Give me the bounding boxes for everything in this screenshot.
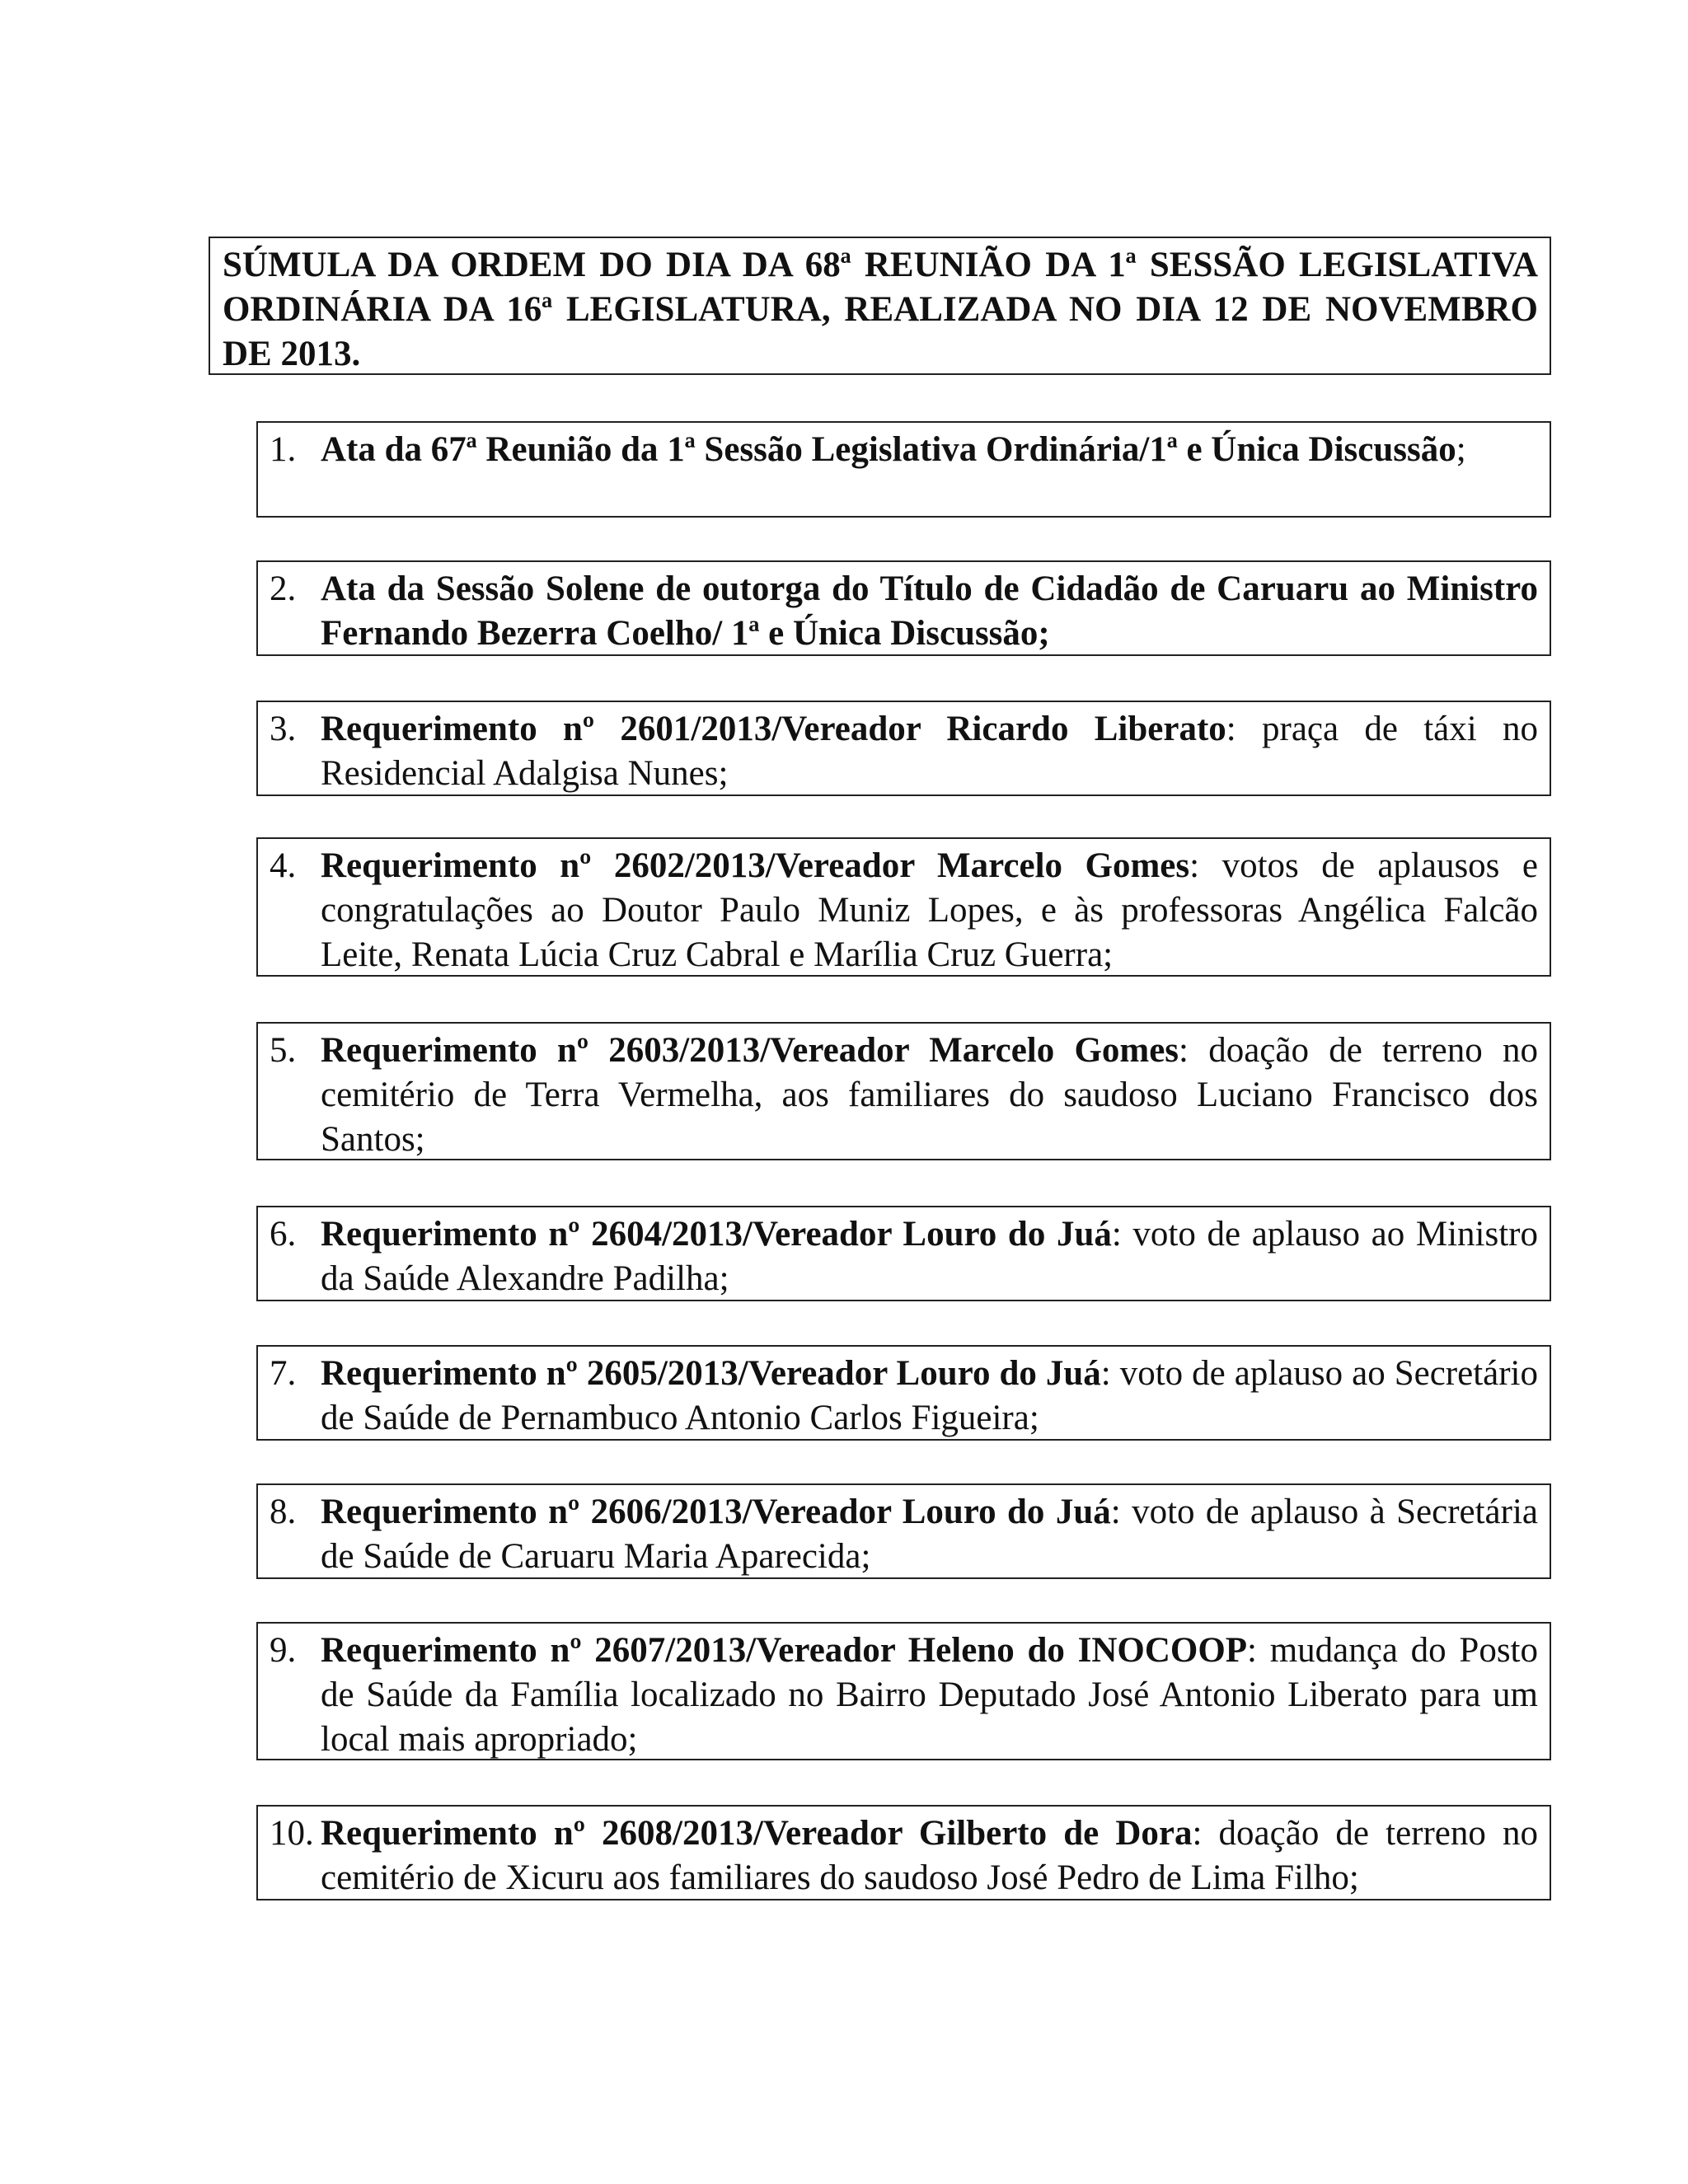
agenda-item [256, 1022, 1551, 1160]
agenda-item-heading: Requerimento nº 2605/2013/Vereador Louro do Juá [321, 1354, 1101, 1393]
agenda-item-heading: Requerimento nº 2601/2013/Vereador Ricardo Liberato [321, 710, 1226, 748]
agenda-item-heading: Ata da Sessão Solene de outorga do Título de Cidadão de Caruaru ao Ministro Fernando Bezerra Coelho/ 1ª e Única Discussão; [321, 569, 1538, 653]
agenda-item-description: : votos de aplausos e congratulações ao Doutor Paulo Muniz Lopes, e às professoras Angélica Falcão Leite, Renata Lúcia Cruz Cabral e Marília Cruz Guerra; [321, 846, 1538, 974]
agenda-item-number: 3. [270, 710, 297, 748]
agenda-item [256, 1206, 1551, 1301]
agenda-item-number: 6. [270, 1215, 297, 1254]
agenda-item-description: ; [1456, 430, 1466, 469]
agenda-item [256, 1483, 1551, 1579]
agenda-item-text [321, 1029, 1538, 1162]
agenda-item-heading: Requerimento nº 2607/2013/Vereador Heleno do INOCOOP [321, 1631, 1248, 1670]
document-title-text: SÚMULA DA ORDEM DO DIA DA 68ª REUNIÃO DA 1ª SESSÃO LEGISLATIVA ORDINÁRIA DA 16ª LEGISLATURA, REALIZADA NO DIA 12 DE NOVEMBRO DE 2013. [223, 246, 1538, 373]
agenda-item-number: 8. [270, 1493, 297, 1531]
agenda-item-text [321, 428, 1538, 472]
agenda-item-description: : doação de terreno no cemitério de Xicuru aos familiares do saudoso José Pedro de Lima Filho; [321, 1814, 1539, 1897]
agenda-item-heading: Requerimento nº 2603/2013/Vereador Marcelo Gomes [321, 1031, 1179, 1070]
agenda-item-description: : voto de aplauso à Secretária de Saúde de Caruaru Maria Aparecida; [321, 1493, 1538, 1576]
agenda-item-text [321, 1212, 1538, 1301]
agenda-item-text [321, 1352, 1538, 1441]
agenda-item-text [321, 1629, 1538, 1762]
agenda-item [256, 1345, 1551, 1441]
agenda-item [256, 837, 1551, 977]
agenda-item-text [321, 1490, 1538, 1579]
document-title [209, 237, 1551, 375]
agenda-item-description: : praça de táxi no Residencial Adalgisa Nunes; [321, 710, 1538, 793]
agenda-item-number: 7. [270, 1354, 297, 1393]
agenda-item-number: 10. [270, 1814, 314, 1853]
agenda-item-number: 5. [270, 1031, 297, 1070]
agenda-item [256, 1622, 1551, 1760]
agenda-item-number: 9. [270, 1631, 297, 1670]
agenda-item [256, 421, 1551, 518]
agenda-item-text [321, 844, 1538, 977]
agenda-item [256, 1805, 1551, 1900]
agenda-item-number: 2. [270, 569, 297, 608]
agenda-item-description: : voto de aplauso ao Ministro da Saúde Alexandre Padilha; [321, 1215, 1538, 1298]
agenda-item-heading: Requerimento nº 2604/2013/Vereador Louro do Juá [321, 1215, 1112, 1254]
agenda-item [256, 701, 1551, 796]
agenda-item-description: : voto de aplauso ao Secretário de Saúde de Pernambuco Antonio Carlos Figueira; [321, 1354, 1538, 1437]
agenda-item-text [321, 707, 1538, 796]
agenda-item-heading: Requerimento nº 2608/2013/Vereador Gilberto de Dora [321, 1814, 1193, 1853]
agenda-item-text [321, 567, 1538, 656]
agenda-item-description: : mudança do Posto de Saúde da Família localizado no Bairro Deputado José Antonio Liberato para um local mais apropriado; [321, 1631, 1538, 1759]
agenda-item [256, 560, 1551, 656]
agenda-item-number: 1. [270, 430, 297, 469]
agenda-item-number: 4. [270, 846, 297, 885]
agenda-item-text [321, 1811, 1538, 1900]
agenda-item-heading: Requerimento nº 2606/2013/Vereador Louro do Juá [321, 1493, 1111, 1531]
agenda-item-heading: Requerimento nº 2602/2013/Vereador Marcelo Gomes [321, 846, 1190, 885]
agenda-item-heading: Ata da 67ª Reunião da 1ª Sessão Legislativa Ordinária/1ª e Única Discussão [321, 430, 1456, 469]
agenda-item-description: : doação de terreno no cemitério de Terra Vermelha, aos familiares do saudoso Luciano Francisco dos Santos; [321, 1031, 1538, 1159]
